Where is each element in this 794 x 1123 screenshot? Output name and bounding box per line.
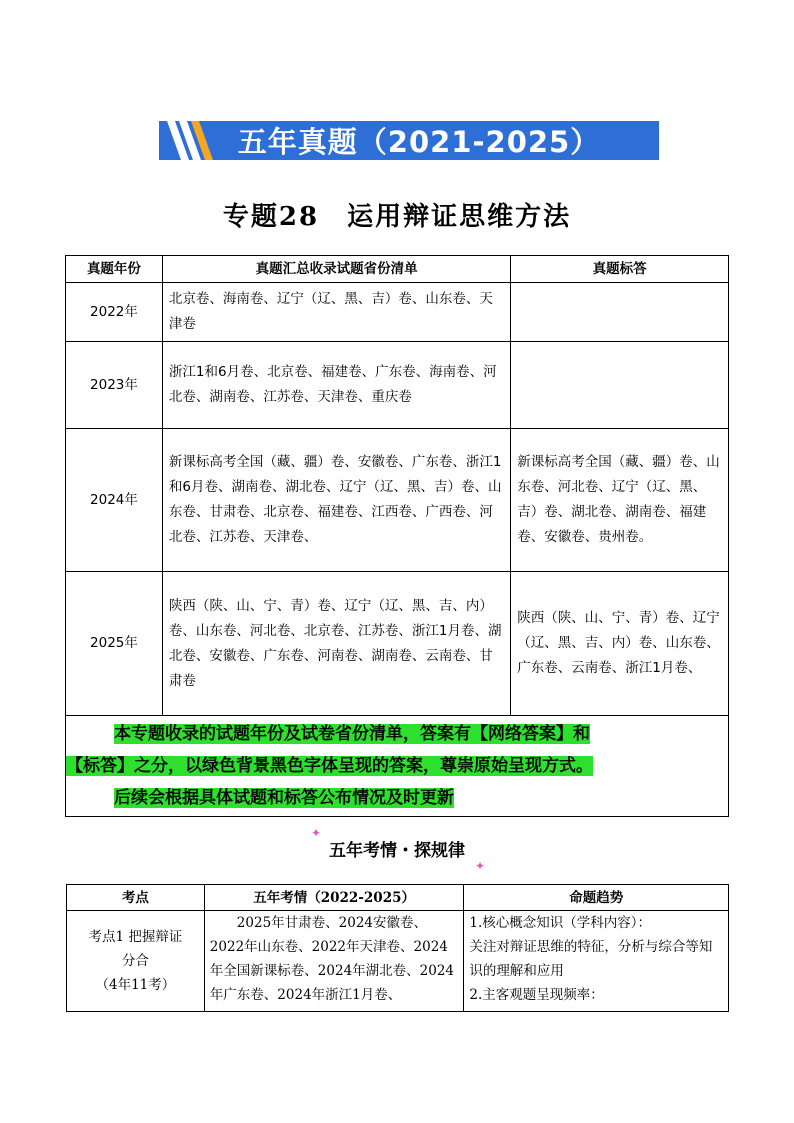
sparkle-icon: ✦ — [474, 859, 485, 873]
section-title-text: 五年考情・探规律 — [329, 841, 465, 861]
trend-table — [66, 884, 729, 1012]
year-cell: 2025年 — [66, 572, 163, 716]
answer-cell — [511, 283, 729, 342]
note-line-1: 本专题收录的试题年份及试卷省份清单，答案有【网络答案】和 — [114, 724, 590, 744]
banner-title: 五年真题（2021-2025） — [237, 125, 601, 159]
header-answer: 真题标答 — [511, 256, 729, 283]
sparkle-icon: ✦ — [311, 826, 322, 840]
list-cell: 北京卷、海南卷、辽宁（辽、黑、吉）卷、山东卷、天津卷 — [162, 283, 510, 342]
section-title — [311, 826, 485, 873]
answer-cell: 新课标高考全国（藏、疆）卷、山东卷、河北卷、辽宁（辽、黑、吉）卷、湖北卷、湖南卷、福建卷、安徽卷、贵州卷。 — [511, 429, 729, 572]
table-header-row — [66, 256, 729, 283]
note-cell — [66, 716, 729, 817]
note-row — [66, 716, 729, 817]
note-line-2: 【标答】之分，以绿色背景黑色字体呈现的答案，尊崇原始呈现方式。 — [66, 756, 593, 776]
year-cell: 2024年 — [66, 429, 163, 572]
header-point: 考点 — [67, 885, 205, 911]
note-line-3: 后续会根据具体试题和标答公布情况及时更新 — [114, 788, 454, 808]
year-cell: 2023年 — [66, 342, 163, 429]
title-banner — [159, 121, 659, 160]
header-trend: 命题趋势 — [464, 885, 729, 911]
table-row — [66, 429, 729, 572]
answer-cell: 陕西（陕、山、宁、青）卷、辽宁（辽、黑、吉、内）卷、山东卷、广东卷、云南卷、浙江1月卷、 — [511, 572, 729, 716]
list-cell: 陕西（陕、山、宁、青）卷、辽宁（辽、黑、吉、内）卷、山东卷、河北卷、北京卷、江苏卷、浙江1月卷、湖北卷、安徽卷、广东卷、河南卷、湖南卷、云南卷、甘肃卷 — [162, 572, 510, 716]
header-year: 真题年份 — [66, 256, 163, 283]
section-heading — [0, 826, 794, 873]
situation-cell: 2025年甘肃卷、2024安徽卷、2022年山东卷、2022年天津卷、2024年全国新课标卷、2024年湖北卷、2024年广东卷、2024年浙江1月卷、 — [204, 911, 464, 1012]
trend-cell: 1.核心概念知识（学科内容）： 关注对辩证思维的特征，分析与综合等知识的理解和应用 2.主客观题呈现频率： — [464, 911, 729, 1012]
table-row — [66, 342, 729, 429]
stripes-decoration — [165, 121, 225, 160]
exam-list-table — [65, 255, 729, 817]
answer-cell — [511, 342, 729, 429]
topic-title: 专题28 运用辩证思维方法 — [222, 202, 572, 232]
header-list: 真题汇总收录试题省份清单 — [162, 256, 510, 283]
table-row — [66, 283, 729, 342]
table-row — [67, 911, 729, 1012]
header-situation: 五年考情（2022-2025） — [204, 885, 464, 911]
table-header-row — [67, 885, 729, 911]
table-row — [66, 572, 729, 716]
year-cell: 2022年 — [66, 283, 163, 342]
point-cell: 考点1 把握辩证 分合 （4年11考） — [67, 911, 205, 1012]
list-cell: 新课标高考全国（藏、疆）卷、安徽卷、广东卷、浙江1和6月卷、湖南卷、湖北卷、辽宁（辽、黑、吉）卷、山东卷、甘肃卷、北京卷、福建卷、江西卷、广西卷、河北卷、江苏卷、天津卷、 — [162, 429, 510, 572]
list-cell: 浙江1和6月卷、北京卷、福建卷、广东卷、海南卷、河北卷、湖南卷、江苏卷、天津卷、重庆卷 — [162, 342, 510, 429]
